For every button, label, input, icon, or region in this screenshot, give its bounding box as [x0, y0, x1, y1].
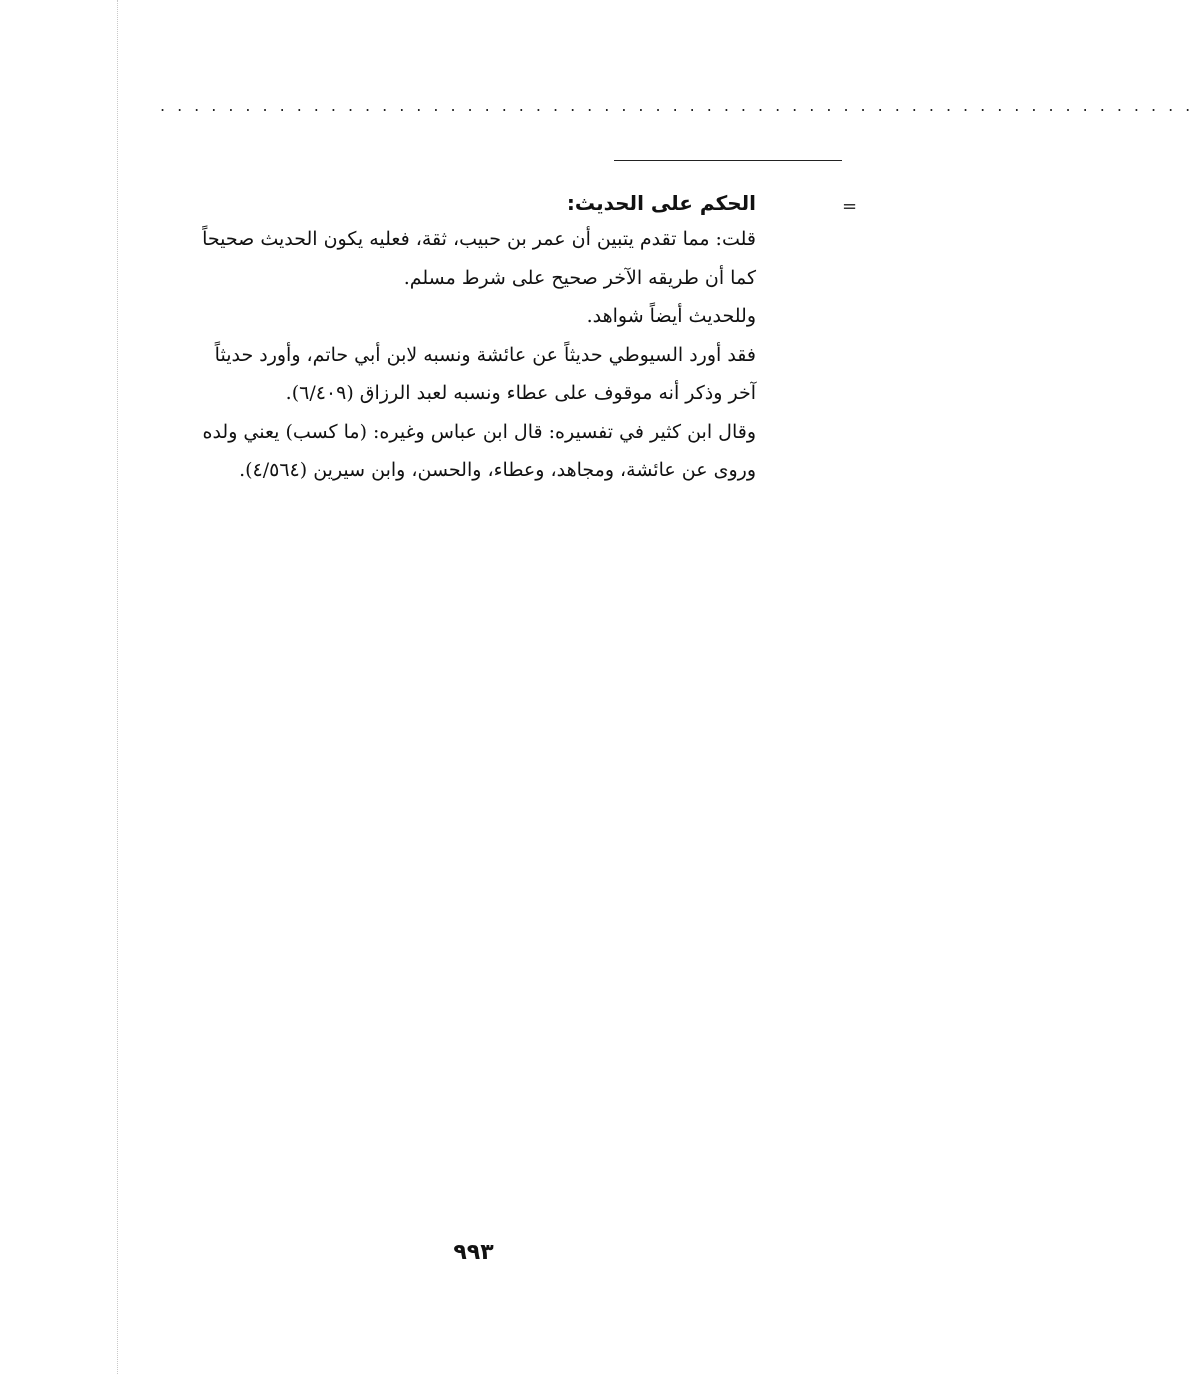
page-number: ٩٩٣	[453, 1240, 494, 1265]
footnote-rule	[614, 160, 842, 161]
text-line-4: فقد أورد السيوطي حديثاً عن عائشة ونسبه لابن أبي حاتم، وأورد حديثاً	[214, 343, 756, 366]
ruling-section	[130, 186, 756, 490]
text-line-7: وروى عن عائشة، ومجاهد، وعطاء، والحسن، وابن سيرين (٤/٥٦٤).	[239, 459, 756, 481]
scan-margin-line	[117, 0, 118, 1374]
section-heading: الحكم على الحديث:	[566, 191, 756, 215]
text-line-5: آخر وذكر أنه موقوف على عطاء ونسبه لعبد الرزاق (٦/٤٠٩).	[285, 382, 756, 404]
text-line-2: كما أن طريقه الآخر صحيح على شرط مسلم.	[403, 266, 756, 289]
margin-mark: =	[842, 196, 858, 217]
text-line-6: وقال ابن كثير في تفسيره: قال ابن عباس وغيره: (ما كسب) يعني ولده	[202, 420, 756, 443]
dotted-separator: .............................................................	[160, 96, 1202, 115]
text-line-3: وللحديث أيضاً شواهد.	[586, 305, 756, 327]
text-line-1: قلت: مما تقدم يتبين أن عمر بن حبيب، ثقة، فعليه يكون الحديث صحيحاً	[202, 228, 756, 250]
